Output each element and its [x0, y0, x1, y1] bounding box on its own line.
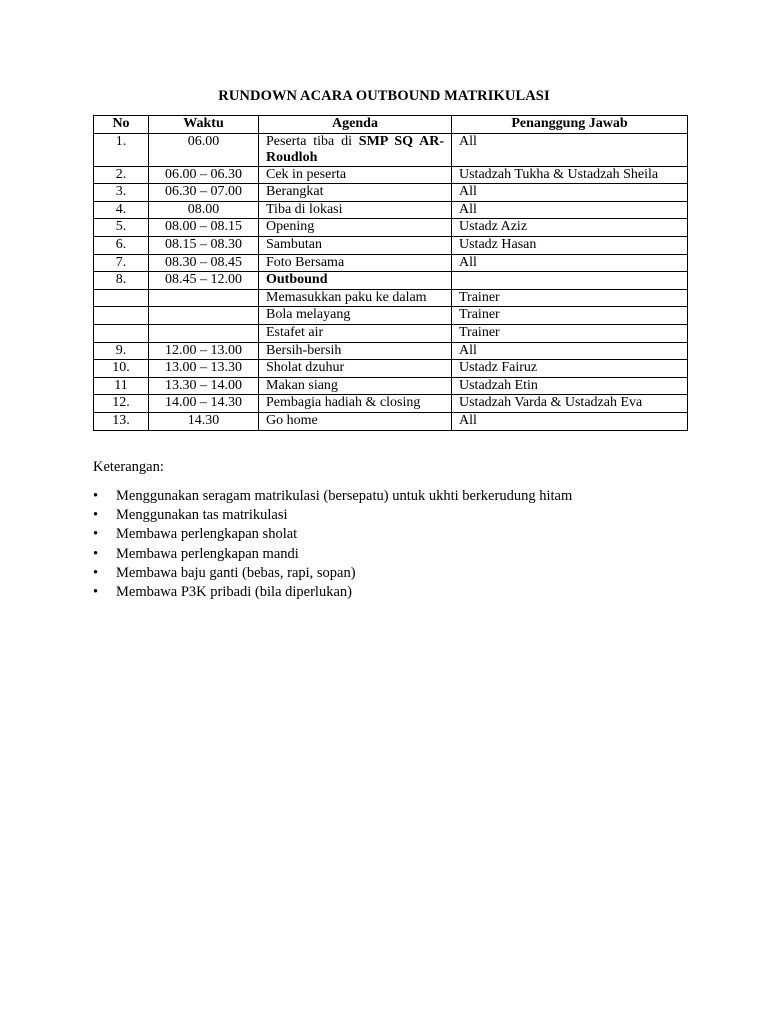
- bullet-icon: •: [93, 583, 99, 600]
- cell-agenda: Makan siang: [259, 377, 452, 395]
- table-row: [94, 342, 688, 360]
- bullet-icon: •: [93, 507, 99, 524]
- cell-pic: [452, 272, 688, 290]
- list-item: [93, 525, 572, 544]
- cell-time: 08.00: [149, 201, 259, 219]
- cell-pic: All: [452, 342, 688, 360]
- cell-no: 6.: [94, 236, 149, 254]
- cell-no: 12.: [94, 395, 149, 413]
- cell-pic: All: [452, 201, 688, 219]
- note-text: Membawa baju ganti (bebas, rapi, sopan): [116, 564, 356, 581]
- notes-list: [93, 487, 572, 602]
- cell-time: 08.45 – 12.00: [149, 272, 259, 290]
- cell-pic: Ustadz Hasan: [452, 236, 688, 254]
- table-row: [94, 395, 688, 413]
- list-item: [93, 506, 572, 525]
- cell-time: 13.30 – 14.00: [149, 377, 259, 395]
- table-row: [94, 324, 688, 342]
- cell-pic: All: [452, 412, 688, 430]
- cell-no: 7.: [94, 254, 149, 272]
- list-item: [93, 545, 572, 564]
- cell-no: 10.: [94, 360, 149, 378]
- cell-time: 08.30 – 08.45: [149, 254, 259, 272]
- bullet-icon: •: [93, 526, 99, 543]
- note-text: Membawa P3K pribadi (bila diperlukan): [116, 583, 352, 600]
- header-no: No: [94, 116, 149, 134]
- cell-time: [149, 307, 259, 325]
- table-header-row: [94, 116, 688, 134]
- cell-no: [94, 324, 149, 342]
- table-row: [94, 254, 688, 272]
- cell-time: 06.30 – 07.00: [149, 184, 259, 202]
- agenda-text: Peserta tiba di: [266, 133, 352, 149]
- cell-time: 14.00 – 14.30: [149, 395, 259, 413]
- cell-agenda: Foto Bersama: [259, 254, 452, 272]
- cell-no: 5.: [94, 219, 149, 237]
- cell-agenda: Bola melayang: [259, 307, 452, 325]
- table-row: [94, 133, 688, 166]
- table-row: [94, 272, 688, 290]
- agenda-location: SMP SQ AR-Roudloh: [266, 133, 445, 165]
- note-text: Menggunakan seragam matrikulasi (bersepatu) untuk ukhti berkerudung hitam: [116, 488, 573, 504]
- list-item: [93, 583, 572, 602]
- cell-no: 11: [94, 377, 149, 395]
- bullet-icon: •: [93, 564, 99, 581]
- note-text: Menggunakan tas matrikulasi: [116, 507, 288, 524]
- cell-agenda: Sambutan: [259, 236, 452, 254]
- cell-time: 14.30: [149, 412, 259, 430]
- cell-no: 9.: [94, 342, 149, 360]
- page-title: RUNDOWN ACARA OUTBOUND MATRIKULASI: [218, 88, 550, 104]
- table-row: [94, 412, 688, 430]
- table-row: [94, 219, 688, 237]
- cell-pic: Ustadzah Tukha & Ustadzah Sheila: [452, 166, 688, 184]
- table-row: [94, 360, 688, 378]
- cell-agenda: Go home: [259, 412, 452, 430]
- cell-agenda: Berangkat: [259, 184, 452, 202]
- cell-pic: All: [452, 133, 688, 166]
- bullet-icon: •: [93, 545, 99, 562]
- cell-pic: All: [452, 184, 688, 202]
- table-row: [94, 377, 688, 395]
- note-text: Membawa perlengkapan sholat: [116, 526, 298, 543]
- cell-pic: Ustadz Fairuz: [452, 360, 688, 378]
- cell-pic: Trainer: [452, 324, 688, 342]
- cell-agenda: Opening: [259, 219, 452, 237]
- cell-agenda: Outbound: [259, 272, 452, 290]
- table-row: [94, 166, 688, 184]
- cell-time: 06.00 – 06.30: [149, 166, 259, 184]
- cell-agenda: Sholat dzuhur: [259, 360, 452, 378]
- cell-no: 3.: [94, 184, 149, 202]
- cell-no: 4.: [94, 201, 149, 219]
- header-waktu: Waktu: [149, 116, 259, 134]
- cell-pic: Ustadzah Etin: [452, 377, 688, 395]
- cell-time: 08.00 – 08.15: [149, 219, 259, 237]
- cell-agenda: Bersih-bersih: [259, 342, 452, 360]
- table-row: [94, 236, 688, 254]
- list-item: [93, 564, 572, 583]
- cell-time: 12.00 – 13.00: [149, 342, 259, 360]
- note-text: Membawa perlengkapan mandi: [116, 545, 299, 562]
- cell-time: 13.00 – 13.30: [149, 360, 259, 378]
- cell-agenda: Tiba di lokasi: [259, 201, 452, 219]
- cell-no: [94, 307, 149, 325]
- bullet-icon: •: [93, 488, 99, 504]
- rundown-table: [93, 115, 688, 431]
- cell-pic: All: [452, 254, 688, 272]
- cell-pic: Trainer: [452, 289, 688, 307]
- cell-pic: Ustadzah Varda & Ustadzah Eva: [452, 395, 688, 413]
- cell-pic: Trainer: [452, 307, 688, 325]
- cell-no: 1.: [94, 133, 149, 166]
- cell-pic: Ustadz Aziz: [452, 219, 688, 237]
- cell-no: 8.: [94, 272, 149, 290]
- cell-agenda: Estafet air: [259, 324, 452, 342]
- header-agenda: Agenda: [259, 116, 452, 134]
- list-item: [93, 487, 572, 506]
- cell-time: [149, 324, 259, 342]
- cell-time: 08.15 – 08.30: [149, 236, 259, 254]
- table-row: [94, 184, 688, 202]
- notes-label: Keterangan:: [93, 459, 164, 475]
- table-row: [94, 201, 688, 219]
- cell-no: [94, 289, 149, 307]
- cell-agenda: Memasukkan paku ke dalam: [259, 289, 452, 307]
- cell-agenda: Pembagia hadiah & closing: [259, 395, 452, 413]
- table-row: [94, 307, 688, 325]
- cell-time: 06.00: [149, 133, 259, 166]
- cell-no: 13.: [94, 412, 149, 430]
- cell-no: 2.: [94, 166, 149, 184]
- cell-time: [149, 289, 259, 307]
- cell-agenda: Cek in peserta: [259, 166, 452, 184]
- header-penanggung-jawab: Penanggung Jawab: [452, 116, 688, 134]
- cell-agenda: [259, 133, 452, 166]
- table-row: [94, 289, 688, 307]
